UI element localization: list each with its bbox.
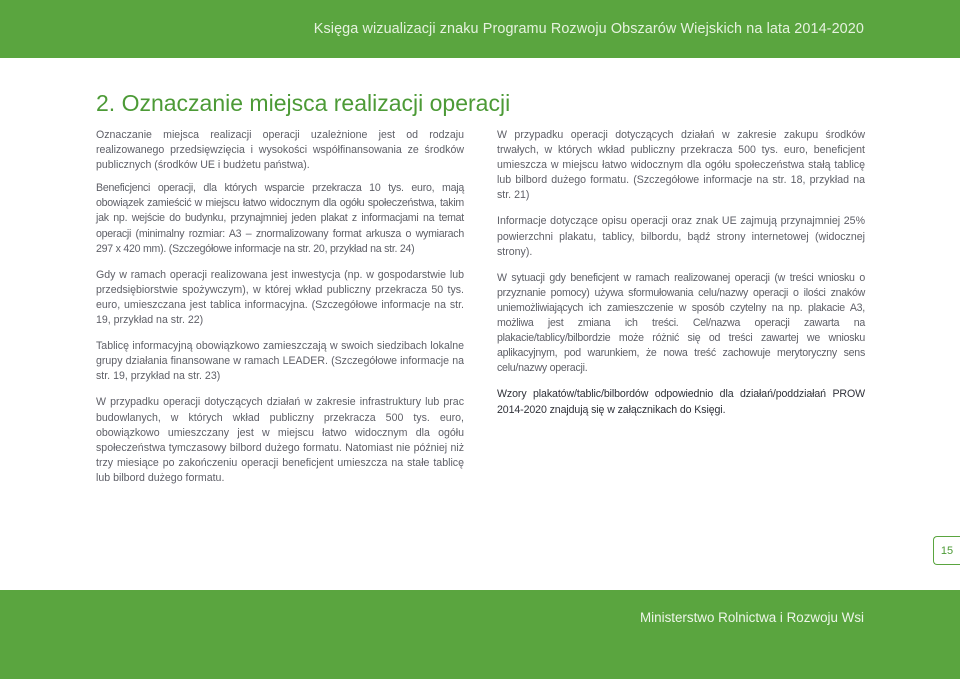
paragraph: Oznaczanie miejsca realizacji operacji uzależnione jest od rodzaju realizowanego przedsięwzięcia i wysokości współfinansowania ze środków publicznych (środków UE i budżetu państwa). [96, 129, 464, 172]
page-title: 2. Oznaczanie miejsca realizacji operacji [96, 90, 511, 116]
page-number: 15 [933, 536, 960, 565]
paragraph: W przypadku operacji dotyczących działań w zakresie infrastruktury lub prac budowlanych, w których wkład publiczny przekracza 500 tys. euro, obowiązkowo umieszczany jest w miejscu łatwo widocznym dla ogółu społeczeństwa tymczasowy bilbord dużego formatu. Natomiast nie później niż trzy miesiące po zakończeniu operacji beneficjent umieszcza na stałe tablicę lub bilbord dużego formatu. [96, 396, 464, 484]
ministry-name: Ministerstwo Rolnictwa i Rozwoju Wsi [640, 610, 864, 625]
paragraph: Informacje dotyczące opisu operacji oraz znak UE zajmują przynajmniej 25% powierzchni plakatu, tablicy, bilbordu, bądź strony internetowej (widocznej strony). [497, 215, 865, 258]
paragraph: W przypadku operacji dotyczących działań w zakresie zakupu środków trwałych, w których wkład publiczny przekracza 500 tys. euro, beneficjent umieszcza w miejscu łatwo widocznym dla ogółu społeczeństwa stałą tablicę lub bilbord dużego formatu. (Szczegółowe informacje na str. 18, przykład na str. 21) [497, 129, 865, 202]
right-column [497, 128, 865, 429]
paragraph: Beneficjenci operacji, dla których wsparcie przekracza 10 tys. euro, mają obowiązek zamieścić w miejscu łatwo widocznym dla ogółu społeczeństwa, takim jak np. wejście do budynku, przynajmniej jeden plakat z informacjami na temat operacji (minimalny rozmiar: A3 – znormalizowany format arkusza o wymiarach 297 x 420 mm). (Szczegółowe informacje na str. 20, przykład na str. 24) [96, 182, 464, 255]
document-title: Księga wizualizacji znaku Programu Rozwoju Obszarów Wiejskich na lata 2014-2020 [313, 21, 864, 37]
paragraph: Gdy w ramach operacji realizowana jest inwestycja (np. w gospodarstwie lub przedsiębiorstwie spożywczym), w której wkład publiczny przekracza 50 tys. euro, umieszczana jest tablica informacyjna. (Szczegółowe informacje na str. 19, przykład na str. 22) [96, 268, 464, 327]
header-bar [0, 0, 960, 58]
paragraph: W sytuacji gdy beneficjent w ramach realizowanej operacji (w treści wniosku o przyznanie pomocy) używa sformułowania celu/nazwy operacji o ilości znaków uniemożliwiających ich zamieszczenie w sposób czytelny na np. plakacie A3, możliwa jest zmiana ich treści. Cel/nazwa operacji zawarta na plakacie/tablicy/bilbordzie może różnić się od treści zawartej we wniosku aplikacyjnym, pod warunkiem, że nowa treść zachowuje merytoryczny sens celu/nazwy operacji. [497, 271, 865, 375]
left-column [96, 128, 464, 497]
paragraph: Tablicę informacyjną obowiązkowo zamieszczają w swoich siedzibach lokalne grupy działania finansowane w ramach LEADER. (Szczegółowe informacje na str. 19, przykład na str. 23) [96, 340, 464, 383]
highlighted-paragraph: Wzory plakatów/tablic/bilbordów odpowiednio dla działań/poddziałań PROW 2014-2020 znajdują się w załącznikach do Księgi. [497, 388, 865, 416]
footer-bar [0, 590, 960, 679]
